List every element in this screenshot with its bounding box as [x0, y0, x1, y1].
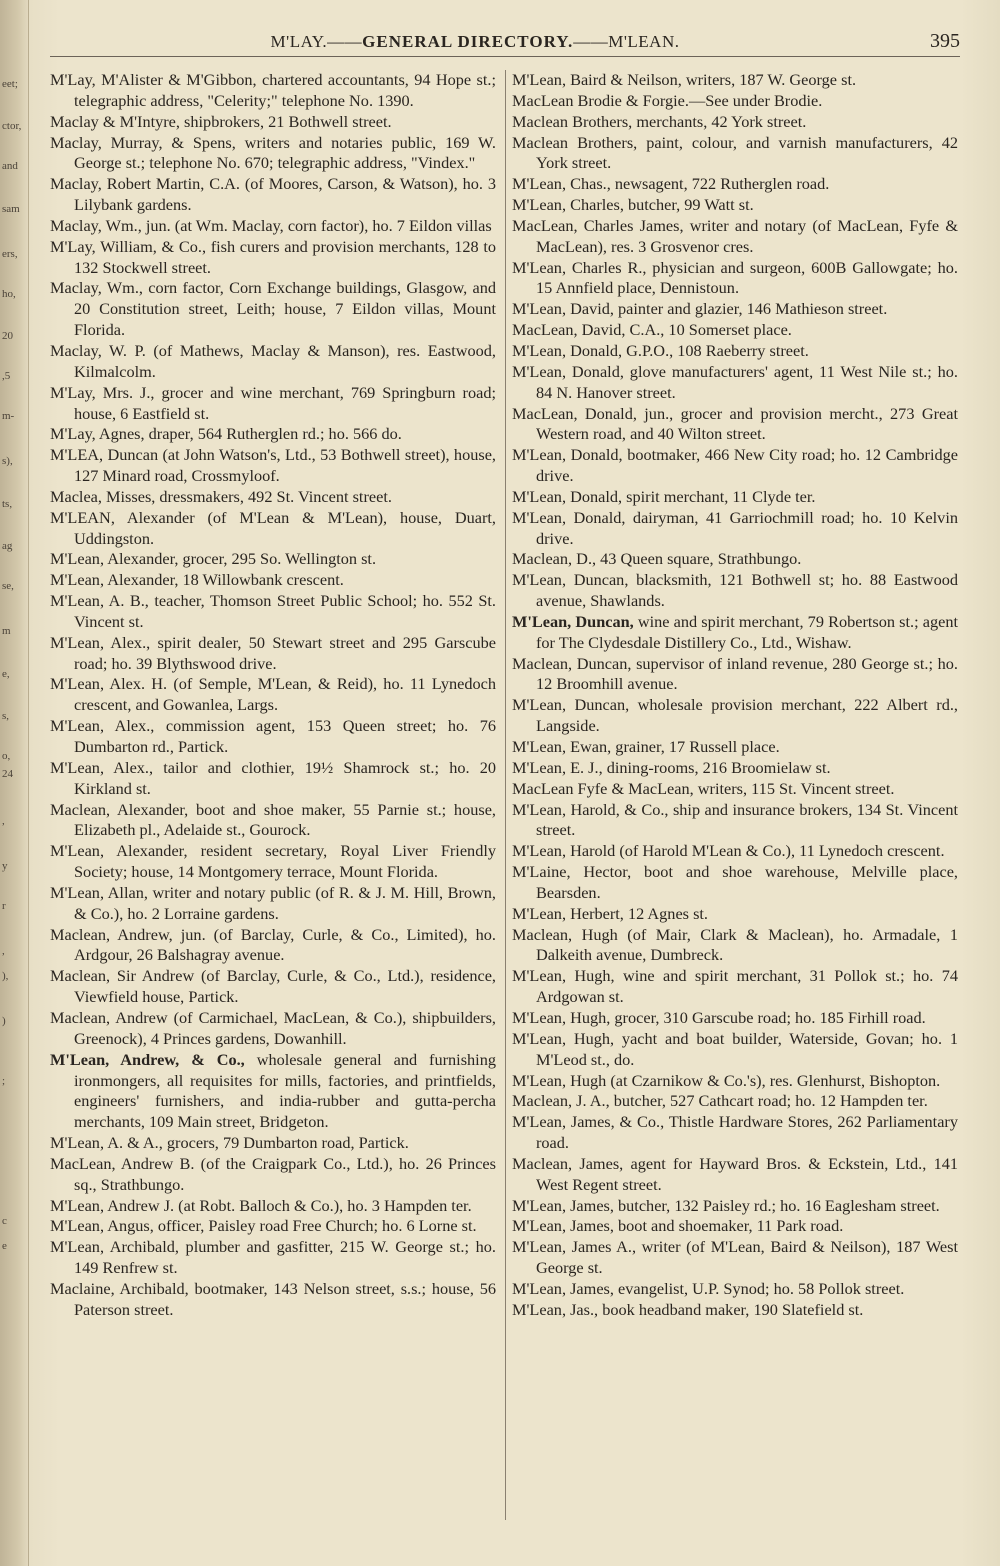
directory-entry [512, 1008, 958, 1029]
directory-entry [50, 278, 496, 341]
entry-text: Maclean, J. A., butcher, 527 Cathcart road; ho. 12 Hampden ter. [512, 1091, 928, 1111]
entry-text: M'Lean, Allan, writer and notary public (of R. & J. M. Hill, Brown, & Co.), ho. 2 Lorraine gardens. [50, 882, 496, 923]
entry-text: M'Lean, Donald, spirit merchant, 11 Clyde ter. [512, 486, 816, 506]
directory-entry [512, 612, 958, 654]
directory-entry [50, 1008, 496, 1050]
directory-entry [50, 174, 496, 216]
entry-text: M'Lean, Alex., tailor and clothier, 19½ Shamrock st.; ho. 20 Kirkland st. [50, 757, 496, 798]
binding-text-fragment: c [2, 1215, 7, 1227]
directory-entry [512, 174, 958, 195]
directory-entry [512, 508, 958, 550]
directory-entry [50, 925, 496, 967]
binding-text-fragment: ), [2, 970, 9, 982]
entry-text: M'Lean, Duncan, wholesale provision merchant, 222 Albert rd., Langside. [512, 695, 958, 736]
entry-text: M'Lay, M'Alister & M'Gibbon, chartered accountants, 94 Hope st.; telegraphic address, "Celerity;" telephone No. 1390. [50, 70, 496, 110]
directory-entry [512, 404, 958, 446]
entry-text: M'Lean, Herbert, 12 Agnes st. [512, 903, 709, 923]
binding-text-fragment: r [2, 900, 6, 912]
binding-text-fragment: ; [2, 1075, 6, 1087]
entry-text: MacLean, Donald, jun., grocer and provision mercht., 273 Great Western road, and 40 Wilton street. [512, 403, 958, 444]
header-center: GENERAL DIRECTORY. [362, 32, 574, 51]
directory-entry [512, 904, 958, 925]
directory-entry [50, 966, 496, 1008]
binding-text-fragment: eet; [2, 78, 18, 90]
entry-text: M'Lean, James, & Co., Thistle Hardware Stores, 262 Parliamentary road. [512, 1112, 958, 1153]
entry-text: M'Lean, Angus, officer, Paisley road Free Church; ho. 6 Lorne st. [50, 1216, 477, 1236]
right-column [512, 70, 958, 1321]
binding-text-fragment: ctor, [2, 120, 22, 132]
entry-text: Maclaine, Archibald, bootmaker, 143 Nelson street, s.s.; house, 56 Paterson street. [50, 1278, 496, 1319]
column-divider [505, 70, 506, 1520]
directory-entry [512, 654, 958, 696]
entry-text: M'Lean, Harold, & Co., ship and insurance brokers, 134 St. Vincent street. [512, 799, 958, 840]
directory-entry [512, 195, 958, 216]
entry-text: Maclay, Wm., corn factor, Corn Exchange buildings, Glasgow, and 20 Constitution street, Leith; house, 7 Eildon villas, Mount Florida. [50, 278, 496, 340]
binding-text-fragment: e [2, 1240, 7, 1252]
directory-entry [512, 216, 958, 258]
entry-text: M'Lean, Andrew J. (at Robt. Balloch & Co.), ho. 3 Hampden ter. [50, 1195, 472, 1215]
directory-entry [512, 1196, 958, 1217]
directory-entry [50, 237, 496, 279]
directory-entry [50, 70, 496, 112]
entry-text: Maclea, Misses, dressmakers, 492 St. Vincent street. [50, 486, 392, 506]
entry-text: M'Lean, Baird & Neilson, writers, 187 W. George st. [512, 70, 857, 89]
directory-entry [50, 674, 496, 716]
directory-entry [512, 320, 958, 341]
entry-text: Maclean, Duncan, supervisor of inland revenue, 280 George st.; ho. 12 Broomhill avenue. [512, 653, 958, 694]
entry-text: Maclean, D., 43 Queen square, Strathbungo. [512, 549, 802, 569]
entry-text: M'Lean, James A., writer (of M'Lean, Baird & Neilson), 187 West George st. [512, 1237, 958, 1278]
directory-entry [512, 737, 958, 758]
entry-text: M'Lean, Alexander, 18 Willowbank crescent. [50, 570, 344, 590]
directory-entry [512, 925, 958, 967]
entry-text: M'Lean, Jas., book headband maker, 190 Slatefield st. [512, 1299, 864, 1319]
entry-text: M'Lean, Harold (of Harold M'Lean & Co.), 11 Lynedoch crescent. [512, 841, 945, 861]
directory-entry [512, 779, 958, 800]
binding-text-fragment: e, [2, 668, 10, 680]
binding-text-fragment: ho, [2, 288, 16, 300]
binding-text-fragment: ,5 [2, 370, 11, 382]
directory-entry [50, 883, 496, 925]
directory-entry [50, 1196, 496, 1217]
directory-entry [50, 716, 496, 758]
entry-text: Maclean, Andrew, jun. (of Barclay, Curle, & Co., Limited), ho. Ardgour, 26 Balshagray avenue. [50, 924, 496, 965]
directory-entry [512, 549, 958, 570]
page-header [50, 30, 960, 57]
directory-entry [512, 1216, 958, 1237]
directory-entry [50, 570, 496, 591]
directory-entry [50, 800, 496, 842]
binding-text-fragment: and [2, 160, 18, 172]
entry-text: M'Lean, Chas., newsagent, 722 Rutherglen road. [512, 174, 830, 194]
entry-text: Maclean, Hugh (of Mair, Clark & Maclean), ho. Armadale, 1 Dalkeith avenue, Dumbreck. [512, 924, 958, 965]
directory-entry [512, 1112, 958, 1154]
entry-text: M'Lean, James, boot and shoemaker, 11 Park road. [512, 1216, 844, 1236]
binding-text-fragment: sam [2, 203, 20, 215]
directory-entry [512, 445, 958, 487]
directory-entry [512, 1091, 958, 1112]
entry-text: Maclay, Wm., jun. (at Wm. Maclay, corn factor), ho. 7 Eildon villas [50, 215, 492, 235]
entry-bold-name: M'Lean, Andrew, & Co., [50, 1049, 245, 1069]
left-column [50, 70, 496, 1321]
binding-text-fragment: 20 [2, 330, 13, 342]
directory-entry [50, 841, 496, 883]
directory-entry [512, 966, 958, 1008]
page-number: 395 [930, 30, 960, 52]
binding-text-fragment: y [2, 860, 8, 872]
entry-text: Maclay, Robert Martin, C.A. (of Moores, Carson, & Watson), ho. 3 Lilybank gardens. [50, 174, 496, 215]
directory-entry [512, 362, 958, 404]
directory-entry [512, 570, 958, 612]
binding-text-fragment: ) [2, 1015, 6, 1027]
directory-entry [512, 862, 958, 904]
directory-entry [50, 487, 496, 508]
entry-text: Maclay, W. P. (of Mathews, Maclay & Manson), res. Eastwood, Kilmalcolm. [50, 340, 496, 381]
directory-entry [50, 341, 496, 383]
directory-entry [512, 1300, 958, 1321]
entry-text: M'Lean, Alex. H. (of Semple, M'Lean, & Reid), ho. 11 Lynedoch crescent, and Gowanlea, Largs. [50, 674, 496, 715]
directory-entry [50, 508, 496, 550]
header-left: M'LAY. [270, 32, 328, 51]
entry-text: M'Lean, Donald, G.P.O., 108 Raeberry street. [512, 340, 809, 360]
directory-entry [512, 133, 958, 175]
directory-entry [512, 112, 958, 133]
directory-entry [50, 758, 496, 800]
directory-entry [50, 1279, 496, 1321]
entry-text: M'Lean, David, painter and glazier, 146 Mathieson street. [512, 299, 888, 319]
binding-text-fragment: s, [2, 710, 10, 722]
entry-text: M'Lean, Donald, glove manufacturers' agent, 11 West Nile st.; ho. 84 N. Hanover street. [512, 361, 958, 402]
entry-text: Maclay, Murray, & Spens, writers and notaries public, 169 W. George st.; telephone No. 670; telegraphic address, "Vindex." [50, 132, 496, 173]
directory-entry [50, 633, 496, 675]
directory-entry [512, 1071, 958, 1092]
binding-text-fragment: se, [2, 580, 14, 592]
binding-text-fragment: s), [2, 455, 13, 467]
directory-entry [50, 1133, 496, 1154]
entry-text: M'Lean, Hugh, wine and spirit merchant, 31 Pollok st.; ho. 74 Ardgowan st. [512, 966, 958, 1007]
binding-text-fragment: m- [2, 410, 15, 422]
directory-entry [50, 1050, 496, 1133]
directory-entry [512, 1237, 958, 1279]
running-title: M'LAY.——GENERAL DIRECTORY.——M'LEAN. [270, 32, 680, 51]
directory-entry [50, 216, 496, 237]
binding-text-fragment: ts, [2, 498, 13, 510]
entry-text: M'Lean, Donald, bootmaker, 466 New City road; ho. 12 Cambridge drive. [512, 445, 958, 486]
entry-bold-name: M'Lean, Duncan, [512, 611, 634, 631]
entry-text: M'Lean, A. & A., grocers, 79 Dumbarton road, Partick. [50, 1133, 409, 1153]
entry-text: M'Lean, Hugh, yacht and boat builder, Waterside, Govan; ho. 1 M'Leod st., do. [512, 1028, 958, 1069]
binding-text-fragment: ag [2, 540, 13, 552]
entry-text: M'Lean, Charles, butcher, 99 Watt st. [512, 195, 754, 215]
entry-text: MacLean Brodie & Forgie.—See under Brodie. [512, 90, 823, 110]
entry-text: M'Lean, Donald, dairyman, 41 Garriochmill road; ho. 10 Kelvin drive. [512, 507, 958, 548]
directory-entry [50, 1154, 496, 1196]
entry-text: M'Lean, Alex., spirit dealer, 50 Stewart street and 295 Garscube road; ho. 39 Blythswood drive. [50, 632, 496, 673]
entry-text: Maclean, Alexander, boot and shoe maker, 55 Parnie st.; house, Elizabeth pl., Adelaide st., Gourock. [50, 799, 496, 840]
entry-text: M'LEA, Duncan (at John Watson's, Ltd., 53 Bothwell street), house, 127 Minard road, Crossmyloof. [50, 445, 496, 486]
directory-entry [512, 1154, 958, 1196]
directory-entry [512, 800, 958, 842]
entry-text: M'Lay, Mrs. J., grocer and wine merchant, 769 Springburn road; house, 6 Eastfield st. [50, 382, 496, 423]
directory-entry [50, 1216, 496, 1237]
directory-entry [50, 112, 496, 133]
entry-text: M'Lean, A. B., teacher, Thomson Street Public School; ho. 552 St. Vincent st. [50, 591, 496, 631]
directory-entry [512, 487, 958, 508]
entry-text: M'Lay, William, & Co., fish curers and provision merchants, 128 to 132 Stockwell street. [50, 236, 496, 277]
entry-text: Maclean, Sir Andrew (of Barclay, Curle, & Co., Ltd.), residence, Viewfield house, Partick. [50, 966, 496, 1007]
binding-margin [0, 0, 29, 1566]
entry-text: M'Laine, Hector, boot and shoe warehouse, Melville place, Bearsden. [512, 862, 958, 902]
entry-text: M'Lean, Archibald, plumber and gasfitter, 215 W. George st.; ho. 149 Renfrew st. [50, 1237, 496, 1278]
directory-entry [50, 549, 496, 570]
directory-entry [512, 258, 958, 300]
entry-text: wholesale general and furnishing ironmongers, all requisites for mills, factories, and printfields, engineers' furnishers, and india-rubber and gutta-percha merchants, 109 Main street, Bridgeton. [74, 1049, 496, 1132]
entry-text: M'Lean, Charles R., physician and surgeon, 600B Gallowgate; ho. 15 Annfield place, Dennistoun. [512, 257, 958, 298]
entry-text: wine and spirit merchant, 79 Robertson st.; agent for The Clydesdale Distillery Co., Ltd., Wishaw. [536, 611, 958, 652]
entry-text: MacLean, David, C.A., 10 Somerset place. [512, 320, 792, 340]
entry-text: Maclean Brothers, merchants, 42 York street. [512, 111, 807, 131]
binding-text-fragment: 24 [2, 768, 13, 780]
entry-text: M'Lean, James, butcher, 132 Paisley rd.; ho. 16 Eaglesham street. [512, 1195, 940, 1215]
entry-text: M'Lean, Alexander, grocer, 295 So. Wellington st. [50, 549, 377, 569]
entry-text: M'Lean, E. J., dining-rooms, 216 Broomielaw st. [512, 757, 831, 777]
directory-entry [50, 591, 496, 633]
directory-entry [50, 445, 496, 487]
entry-text: M'Lean, Hugh (at Czarnikow & Co.'s), res. Glenhurst, Bishopton. [512, 1070, 941, 1090]
directory-entry [512, 695, 958, 737]
directory-entry [512, 341, 958, 362]
entry-text: M'Lean, Ewan, grainer, 17 Russell place. [512, 737, 780, 756]
entry-text: M'Lean, Duncan, blacksmith, 121 Bothwell st; ho. 88 Eastwood avenue, Shawlands. [512, 570, 958, 611]
binding-text-fragment: o, [2, 750, 11, 762]
entry-text: M'Lean, James, evangelist, U.P. Synod; ho. 58 Pollok street. [512, 1278, 905, 1298]
entry-text: Maclean, Andrew (of Carmichael, MacLean, & Co.), shipbuilders, Greenock), 4 Princes gardens, Dowanhill. [50, 1007, 496, 1048]
directory-entry [512, 1279, 958, 1300]
directory-entry [512, 758, 958, 779]
binding-text-fragment: , [2, 945, 5, 957]
binding-text-fragment: ers, [2, 248, 18, 260]
entry-text: Maclay & M'Intyre, shipbrokers, 21 Bothwell street. [50, 111, 392, 131]
entry-text: M'Lean, Hugh, grocer, 310 Garscube road; ho. 185 Firhill road. [512, 1007, 926, 1027]
directory-entry [512, 841, 958, 862]
header-right: M'LEAN. [608, 32, 680, 51]
directory-entry [512, 70, 958, 91]
entry-text: MacLean Fyfe & MacLean, writers, 115 St. Vincent street. [512, 778, 895, 798]
entry-text: MacLean, Andrew B. (of the Craigpark Co., Ltd.), ho. 26 Princes sq., Strathbungo. [50, 1153, 496, 1194]
directory-entry [512, 299, 958, 320]
directory-entry [50, 383, 496, 425]
entry-text: M'Lean, Alex., commission agent, 153 Queen street; ho. 76 Dumbarton rd., Partick. [50, 716, 496, 756]
directory-entry [50, 1237, 496, 1279]
directory-entry [512, 91, 958, 112]
entry-text: Maclean Brothers, paint, colour, and varnish manufacturers, 42 York street. [512, 132, 958, 173]
entry-text: MacLean, Charles James, writer and notary (of MacLean, Fyfe & MacLean), res. 3 Grosvenor cres. [512, 215, 958, 256]
binding-text-fragment: , [2, 815, 5, 827]
directory-entry [50, 424, 496, 445]
directory-entry [50, 133, 496, 175]
entry-text: Maclean, James, agent for Hayward Bros. & Eckstein, Ltd., 141 West Regent street. [512, 1153, 958, 1194]
entry-text: M'Lean, Alexander, resident secretary, Royal Liver Friendly Society; house, 14 Montgomery terrace, Mount Florida. [50, 841, 496, 882]
entry-text: M'LEAN, Alexander (of M'Lean & M'Lean), house, Duart, Uddingston. [50, 507, 496, 548]
binding-text-fragment: m [2, 625, 11, 637]
directory-entry [512, 1029, 958, 1071]
entry-text: M'Lay, Agnes, draper, 564 Rutherglen rd.; ho. 566 do. [50, 424, 402, 444]
